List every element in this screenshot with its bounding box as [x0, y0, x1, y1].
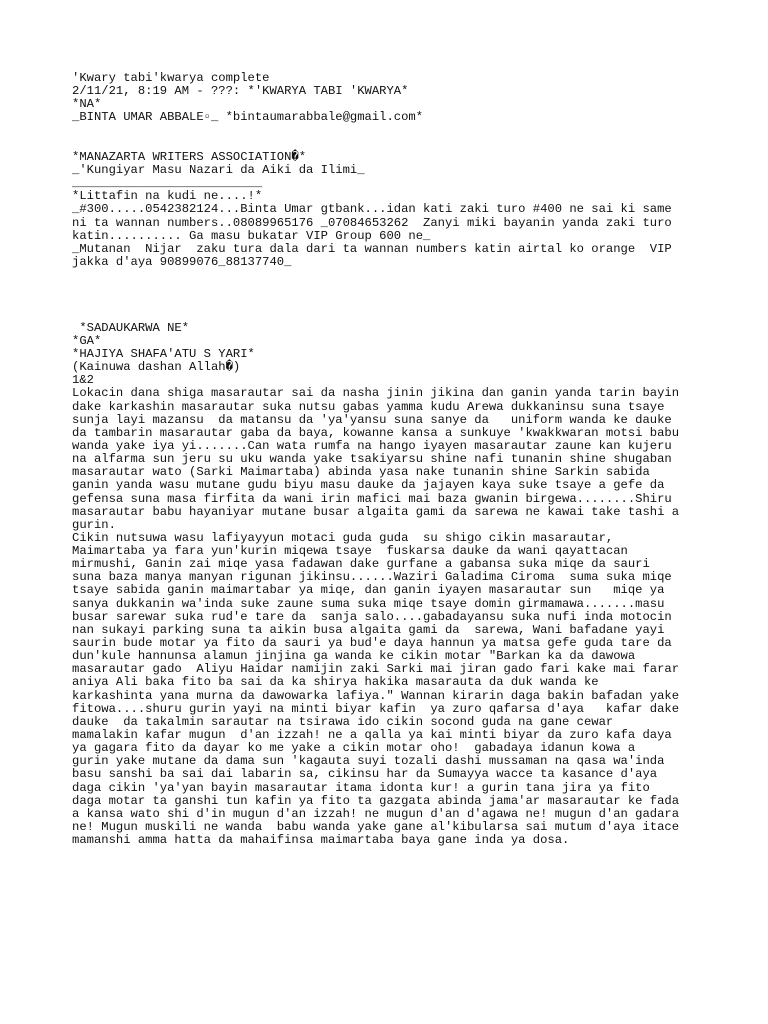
text-line: sunja layi mazansu da matansu da 'ya'yansu suna sanye da uniform wanda ke dauke — [72, 412, 672, 427]
text-line: 2/11/21, 8:19 AM - ???: *'KWARYA TABI 'KWARYA* — [72, 84, 409, 99]
text-line: daga motar ta ganshi tun kafin ya fito ta gazgata abinda jama'ar masarautar ke fada — [72, 793, 680, 808]
text-line: aniya Ali baka fito ba sai da ka shirya hakika masarauta da duk wanda ke — [72, 675, 599, 690]
text-line: *NA* — [72, 97, 102, 112]
text-line: busar sarewar suka rud'e tare da sanja salo....gabadayansu suka nufi inda motocin — [72, 609, 672, 624]
text-line: jakka d'aya 90899076_88137740_ — [72, 254, 292, 269]
text-line: daga cikin 'ya'yan bayin masarautar itama idonta kur! a gurin tana jira ya fito — [72, 780, 650, 795]
text-line: 'Kwary tabi'kwarya complete — [72, 71, 270, 85]
text-line: __________________________ — [72, 176, 263, 191]
text-line — [72, 309, 712, 322]
text-line: *MANAZARTA WRITERS ASSOCIATION�* — [72, 149, 307, 164]
text-line: gurin yake mutane da dama sun 'kagauta suyi tozali dashi mussaman na qasa wa'inda — [72, 754, 665, 769]
text-line: nan sukayi parking suna ta aikin busa algaita gami da sarewa, Wani bafadane yayi — [72, 622, 665, 637]
text-line: dun'kule hannunsa alamun jinjina ga wanda ke cikin motar "Barkan ka da dawowa — [72, 649, 636, 664]
text-line: *SADAUKARWA NE* — [72, 320, 190, 335]
text-line: mirmushi, Ganin zai miqe yasa fadawan dake gurfane a gabansa suka miqe da sauri — [72, 557, 650, 572]
text-line: *GA* — [72, 333, 102, 348]
text-line — [72, 269, 712, 282]
text-line: masarautar gado Aliyu Haidar namijin zaki Sarki mai jiran gado fari kake mai farar — [72, 662, 680, 677]
text-line: ne! Mugun muskili ne wanda babu wanda yake gane al'kibularsa sai mutum d'aya itace — [72, 820, 680, 835]
text-line: Cikin nutsuwa wasu lafiyayyun motaci guda guda su shigo cikin masarautar, — [72, 530, 614, 545]
text-line: (Kainuwa dashan Allah�) — [72, 360, 241, 375]
text-line: karkashinta yana murna da dawowarka lafiya." Wannan kirarin daga bakin bafadan yake — [72, 688, 680, 703]
text-line: basu sanshi ba sai dai labarin sa, cikinsu har da Sumayya wacce ta kasance d'aya — [72, 767, 658, 782]
text-line — [72, 138, 712, 151]
text-line: 1&2 — [72, 373, 94, 388]
text-line: dake karkashin masarautar suka nutsu gabas yamma kudu Arewa dukkaninsu suna tsaye — [72, 399, 665, 414]
text-line: _'Kungiyar Masu Nazari da Aiki da Ilimi_ — [72, 162, 365, 177]
text-line: gefensa suna masa firfita da wani irin mafici mai baza gwanin birgewa........Shiru — [72, 491, 672, 506]
text-line: _#300.....0542382124...Binta Umar gtbank...idan kati zaki turo #400 ne sai ki same — [72, 202, 672, 217]
text-line: _Mutanan Nijar zaku tura dala dari ta wannan numbers katin airtal ko orange VIP — [72, 241, 672, 256]
text-line: fitowa....shuru gurin yayi na minti biyar kafin ya zuro qafarsa d'aya kafar dake — [72, 701, 680, 716]
text-line: saurin bude motar ya fito da sauri ya bud'e daya hannun ya matsa gefe guda tare da — [72, 636, 672, 651]
text-line: ganin yanda wasu mutane gudu biyu masu dauke da jajayen kaya suke tsaye a gefe da — [72, 478, 665, 493]
text-line: *Littafin na kudi ne....!* — [72, 189, 263, 204]
text-line: _BINTA UMAR ABBALE▫_ *bintaumarabbale@gmail.com* — [72, 110, 424, 125]
text-line: da tambarin masarautar gaba da baya, kowanne kansa a sunkuye 'kwakkwaran motsi babu — [72, 425, 680, 440]
text-line: masarautar wato (Sarki Maimartaba) abinda yasa nake tunanin shine Sarkin sabida — [72, 465, 650, 480]
text-line — [72, 125, 712, 138]
text-line: na alfarma sun jeru su uku wanda yake tsakiyarsu shine nafi tunanin shine shugaban — [72, 452, 672, 467]
text-line — [72, 282, 712, 295]
text-line: mamalakin kafar mugun d'an izzah! ne a qalla ya kai minti biyar da zuro kafa daya — [72, 728, 672, 743]
text-line: Maimartaba ya fara yun'kurin miqewa tsaye fuskarsa dauke da wani qayattacan — [72, 544, 628, 559]
text-line: a kansa wato shi d'in mugun d'an izzah! ne mugun d'an d'agawa ne! mugun d'an gadara — [72, 806, 680, 821]
text-line: mamanshi amma hatta da mahaifinsa maimartaba baya gane inda ya dosa. — [72, 833, 570, 848]
document-text — [72, 72, 712, 847]
text-line: wanda yake iya yi.......Can wata rumfa na hango iyayen masarautar zaune kan kujeru — [72, 438, 672, 453]
text-line: gurin. — [72, 517, 116, 532]
text-line: katin.......... Ga masu bukatar VIP Group 600 ne_ — [72, 228, 431, 243]
text-line: ya gagara fito da dayar ko me yake a cikin motar oho! gabadaya idanun kowa a — [72, 741, 636, 756]
text-line: *HAJIYA SHAFA'ATU S YARI* — [72, 346, 255, 361]
text-line: ni ta wannan numbers..08089965176 _07084653262 Zanyi miki bayanin yanda zaki turo — [72, 215, 672, 230]
text-line — [72, 295, 712, 308]
text-line: tsaye sabida ganin maimartabar ya miqe, dan ganin iyayen masarautar sun miqe ya — [72, 583, 665, 598]
text-line: suna baza manya manyan rigunan jikinsu......Waziri Galadima Ciroma suma suka miqe — [72, 570, 672, 585]
text-line: dauke da takalmin sarautar na tsirawa ido cikin socond guda na gane cewar — [72, 714, 614, 729]
text-line: sanya dukkanin wa'inda suke zaune suma suka miqe tsaye domin girmamawa.......masu — [72, 596, 665, 611]
text-line: masarautar babu hayaniyar mutane busar algaita gami da sarewa ne kawai take tashi a — [72, 504, 680, 519]
text-line: Lokacin dana shiga masarautar sai da nasha jinin jikina dan ganin yanda tarin bayin — [72, 386, 680, 401]
